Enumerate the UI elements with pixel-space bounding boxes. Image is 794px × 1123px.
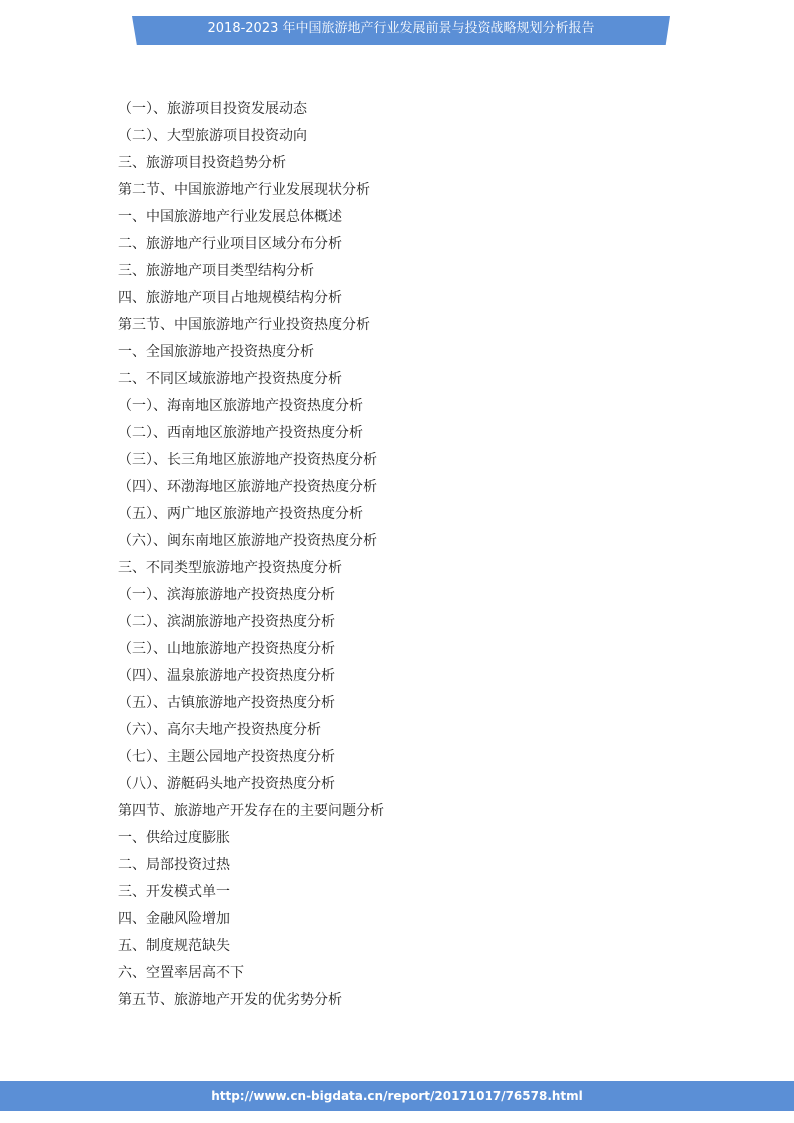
toc-item: 二、局部投资过热 — [118, 857, 230, 873]
footer-url-link[interactable]: http://www.cn-bigdata.cn/report/20171017/76578.html — [211, 1089, 583, 1103]
toc-item: 五、制度规范缺失 — [118, 938, 230, 954]
toc-item: 一、全国旅游地产投资热度分析 — [118, 344, 314, 360]
toc-item: 三、开发模式单一 — [118, 884, 230, 900]
toc-item: 二、不同区域旅游地产投资热度分析 — [118, 371, 342, 387]
toc-item: （七）、主题公园地产投资热度分析 — [118, 749, 335, 765]
toc-item: 四、金融风险增加 — [118, 911, 230, 927]
toc-item: 四、旅游地产项目占地规模结构分析 — [118, 290, 342, 306]
toc-item: （五）、两广地区旅游地产投资热度分析 — [118, 506, 363, 522]
toc-item: 三、不同类型旅游地产投资热度分析 — [118, 560, 342, 576]
toc-section-heading: 第三节、中国旅游地产行业投资热度分析 — [118, 317, 370, 333]
toc-item: 三、旅游项目投资趋势分析 — [118, 155, 286, 171]
table-of-contents — [118, 96, 384, 1014]
toc-section-heading: 第二节、中国旅游地产行业发展现状分析 — [118, 182, 370, 198]
toc-item: 一、供给过度膨胀 — [118, 830, 230, 846]
toc-item: 六、空置率居高不下 — [118, 965, 244, 981]
toc-item: （四）、环渤海地区旅游地产投资热度分析 — [118, 479, 377, 495]
toc-item: （二）、滨湖旅游地产投资热度分析 — [118, 614, 335, 630]
report-title: 2018-2023 年中国旅游地产行业发展前景与投资战略规划分析报告 — [207, 21, 595, 36]
toc-item: 三、旅游地产项目类型结构分析 — [118, 263, 314, 279]
toc-section-heading: 第五节、旅游地产开发的优劣势分析 — [118, 992, 342, 1008]
toc-item: （五）、古镇旅游地产投资热度分析 — [118, 695, 335, 711]
toc-item: （二）、西南地区旅游地产投资热度分析 — [118, 425, 363, 441]
toc-item: 二、旅游地产行业项目区域分布分析 — [118, 236, 342, 252]
toc-item: 一、中国旅游地产行业发展总体概述 — [118, 209, 342, 225]
toc-item: （一）、海南地区旅游地产投资热度分析 — [118, 398, 363, 414]
toc-item: （三）、长三角地区旅游地产投资热度分析 — [118, 452, 377, 468]
toc-item: （四）、温泉旅游地产投资热度分析 — [118, 668, 335, 684]
toc-item: （一）、滨海旅游地产投资热度分析 — [118, 587, 335, 603]
toc-item: （八）、游艇码头地产投资热度分析 — [118, 776, 335, 792]
toc-item: （三）、山地旅游地产投资热度分析 — [118, 641, 335, 657]
toc-item: （六）、闽东南地区旅游地产投资热度分析 — [118, 533, 377, 549]
toc-item: （六）、高尔夫地产投资热度分析 — [118, 722, 321, 738]
toc-item: （一）、旅游项目投资发展动态 — [118, 101, 307, 117]
toc-item: （二）、大型旅游项目投资动向 — [118, 128, 307, 144]
toc-section-heading: 第四节、旅游地产开发存在的主要问题分析 — [118, 803, 384, 819]
